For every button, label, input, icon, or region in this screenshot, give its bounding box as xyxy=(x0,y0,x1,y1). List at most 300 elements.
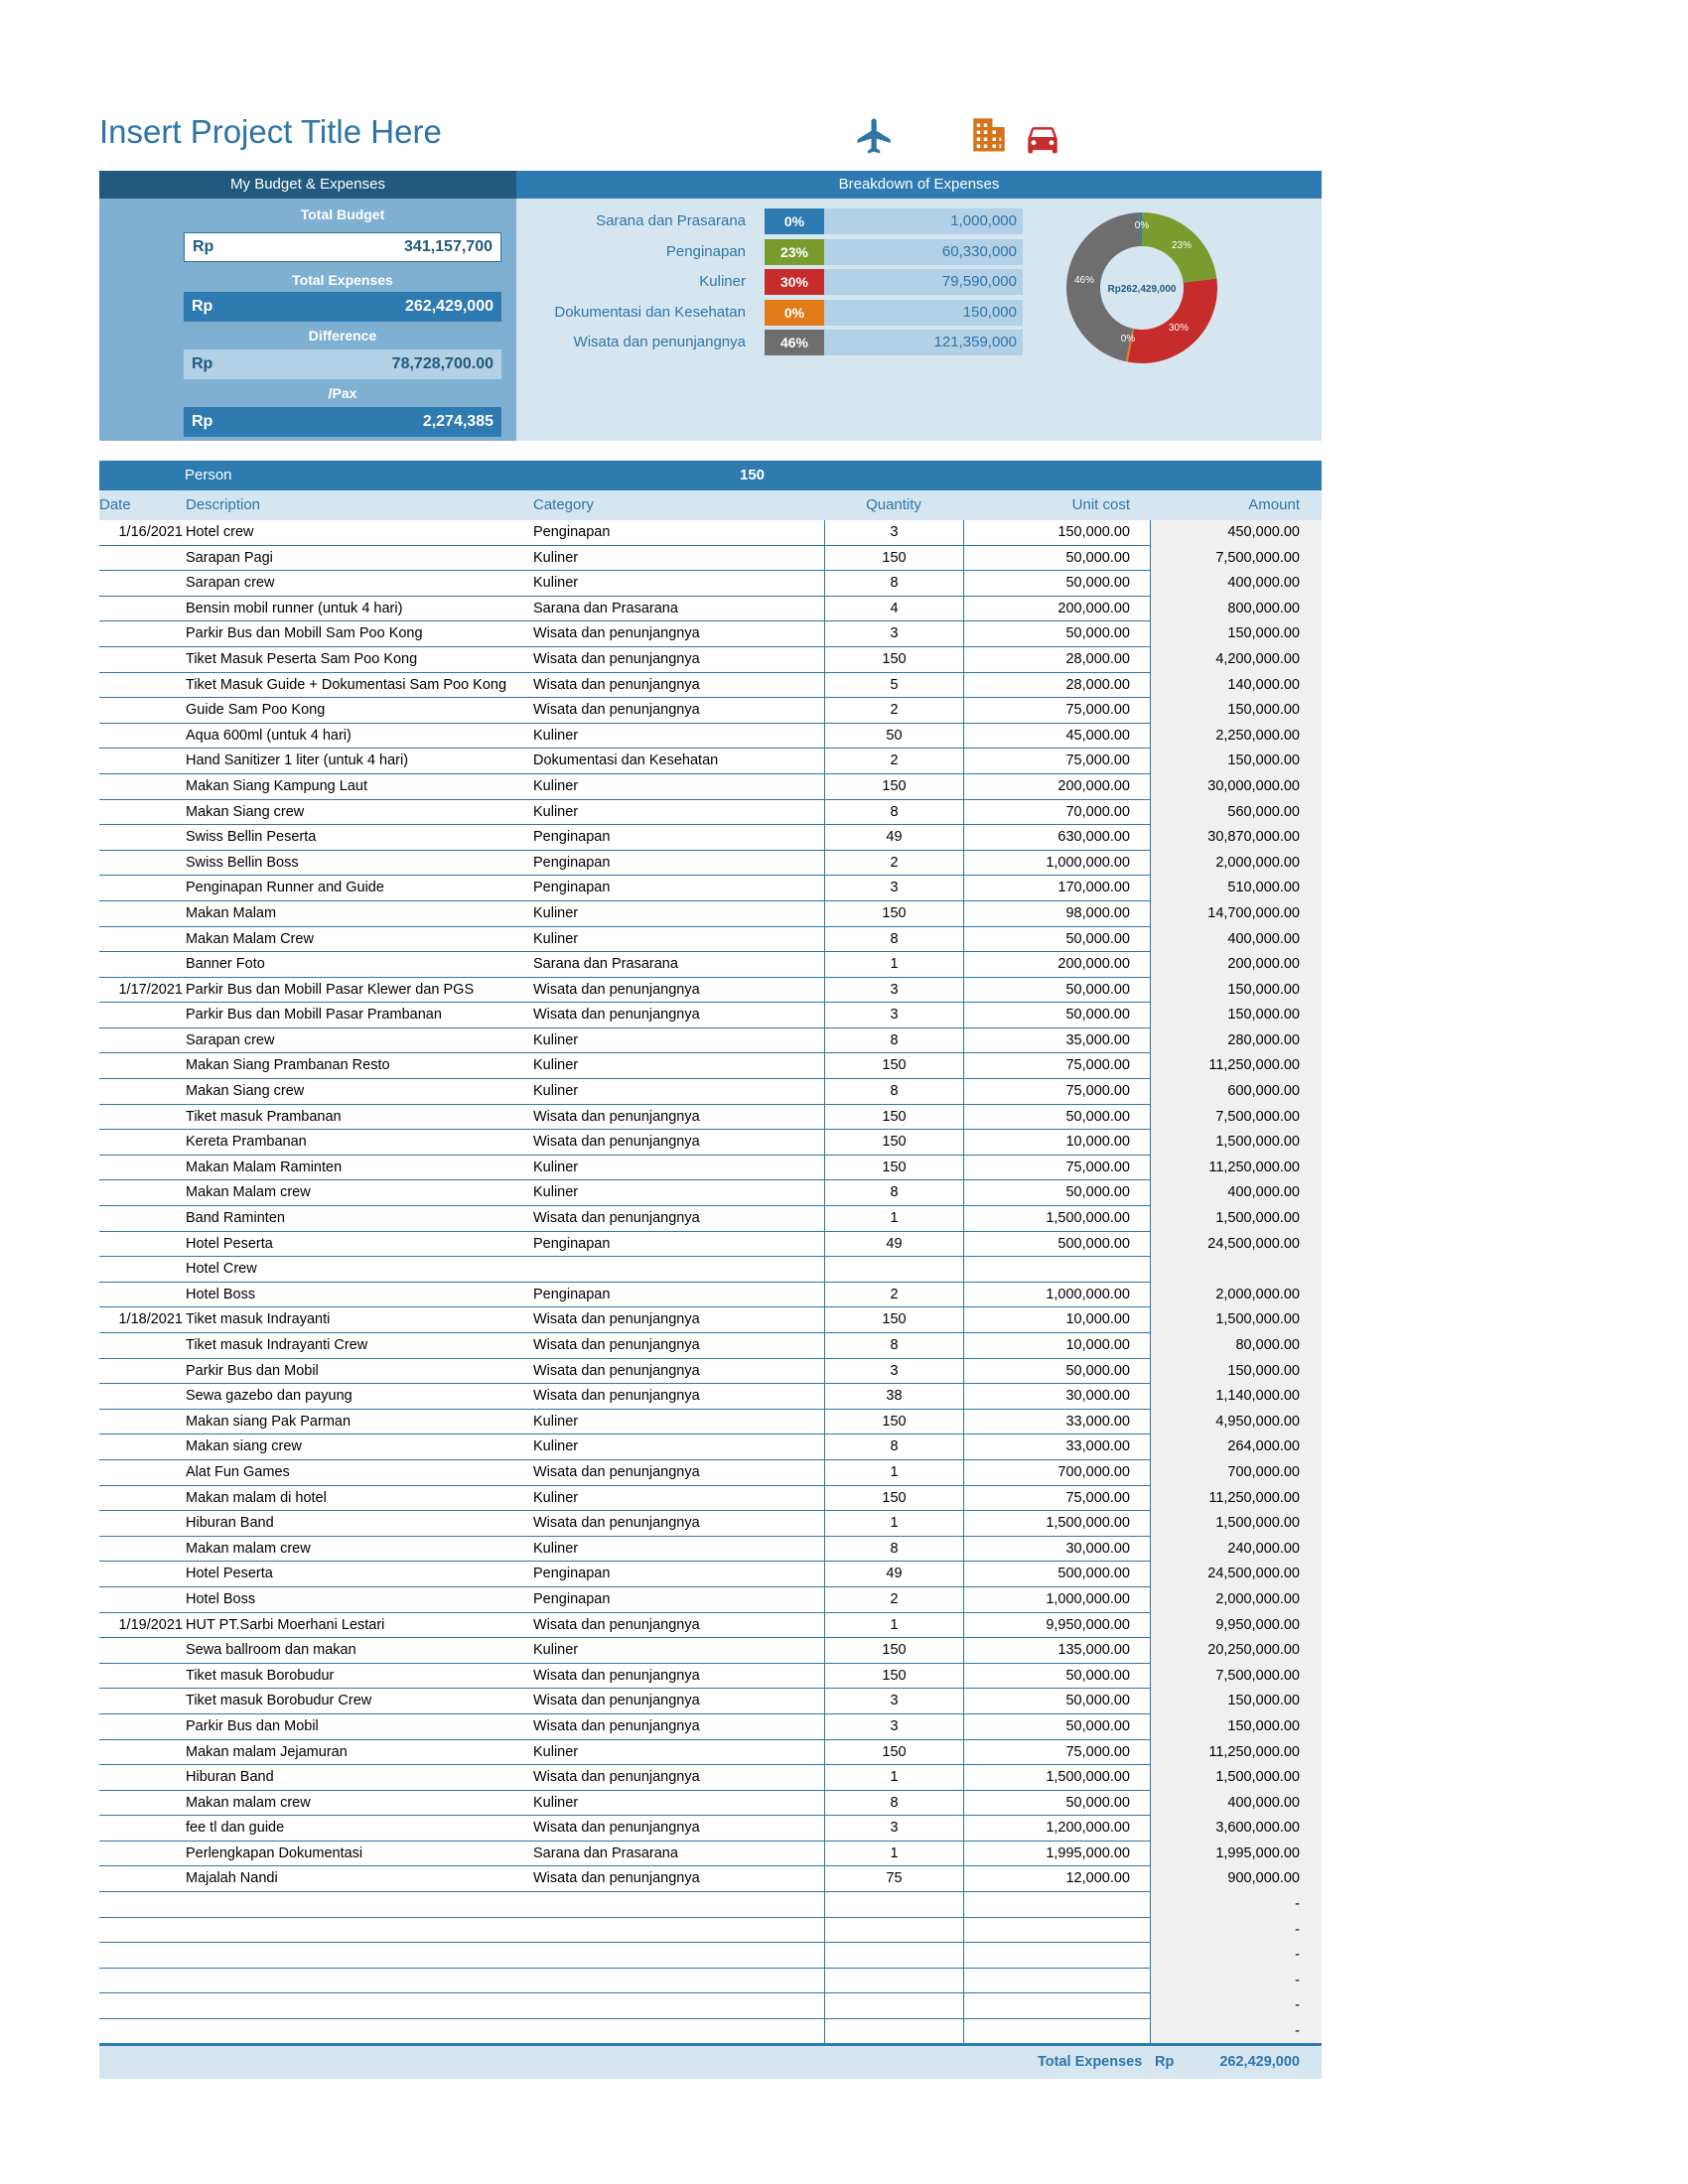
table-row[interactable] xyxy=(99,1638,1322,1664)
row-category: Wisata dan penunjangnya xyxy=(533,1311,700,1328)
row-category: Kuliner xyxy=(533,1642,579,1659)
page-title: Insert Project Title Here xyxy=(99,113,442,150)
table-row[interactable] xyxy=(99,876,1322,901)
table-row[interactable] xyxy=(99,1460,1322,1486)
table-row[interactable] xyxy=(99,1740,1322,1766)
table-row[interactable] xyxy=(99,901,1322,927)
breakdown-percent: 30% xyxy=(765,269,824,295)
table-row[interactable] xyxy=(99,1105,1322,1131)
row-unit-cost: 50,000.00 xyxy=(963,1105,1150,1131)
row-category: Wisata dan penunjangnya xyxy=(533,1616,700,1633)
row-unit-cost: 75,000.00 xyxy=(963,1079,1150,1105)
row-quantity xyxy=(824,1892,963,1918)
row-quantity: 150 xyxy=(824,546,963,572)
row-quantity: 8 xyxy=(824,927,963,953)
table-row[interactable] xyxy=(99,1486,1322,1512)
row-category: Penginapan xyxy=(533,524,611,540)
row-unit-cost: 70,000.00 xyxy=(963,800,1150,826)
row-amount: 200,000.00 xyxy=(1150,952,1322,978)
pax-value: 2,274,385 xyxy=(422,413,493,430)
row-description: Hotel Crew xyxy=(186,1261,257,1278)
row-quantity xyxy=(824,1918,963,1944)
budget-summary-panel xyxy=(99,171,516,441)
breakdown-category: Wisata dan penunjangnya xyxy=(573,334,746,350)
difference-field xyxy=(184,349,501,379)
col-amount: Amount xyxy=(1248,496,1300,513)
table-row[interactable] xyxy=(99,1130,1322,1156)
row-amount: 30,000,000.00 xyxy=(1150,774,1322,800)
row-unit-cost: 30,000.00 xyxy=(963,1384,1150,1410)
table-row[interactable] xyxy=(99,1714,1322,1740)
row-amount: 11,250,000.00 xyxy=(1150,1486,1322,1512)
row-unit-cost: 50,000.00 xyxy=(963,1791,1150,1817)
table-row[interactable] xyxy=(99,647,1322,673)
row-unit-cost: 12,000.00 xyxy=(963,1866,1150,1892)
row-category: Sarana dan Prasarana xyxy=(533,956,678,973)
row-category: Kuliner xyxy=(533,777,579,794)
table-row[interactable] xyxy=(99,1993,1322,2019)
table-row[interactable] xyxy=(99,1537,1322,1563)
breakdown-header: Breakdown of Expenses xyxy=(516,171,1322,199)
currency-label: Rp xyxy=(192,355,213,372)
breakdown-value: 79,590,000 xyxy=(824,269,1023,295)
row-quantity: 3 xyxy=(824,978,963,1004)
row-amount: 510,000.00 xyxy=(1150,876,1322,901)
row-description: Swiss Bellin Boss xyxy=(186,854,299,871)
row-category: Wisata dan penunjangnya xyxy=(533,981,700,998)
row-unit-cost: 1,500,000.00 xyxy=(963,1765,1150,1791)
table-row[interactable] xyxy=(99,1816,1322,1842)
breakdown-percent: 0% xyxy=(765,208,824,234)
row-unit-cost: 75,000.00 xyxy=(963,1156,1150,1181)
row-unit-cost: 1,000,000.00 xyxy=(963,851,1150,877)
table-row[interactable] xyxy=(99,1384,1322,1410)
row-category: Wisata dan penunjangnya xyxy=(533,1108,700,1125)
row-category: Wisata dan penunjangnya xyxy=(533,1210,700,1227)
row-amount: 4,950,000.00 xyxy=(1150,1410,1322,1435)
donut-label-green: 23% xyxy=(1171,240,1193,251)
table-row[interactable] xyxy=(99,749,1322,774)
row-amount: - xyxy=(1150,1892,1322,1918)
row-amount: 9,950,000.00 xyxy=(1150,1613,1322,1639)
row-description: Parkir Bus dan Mobil xyxy=(186,1717,319,1734)
pax-field xyxy=(184,407,501,437)
row-description: Tiket masuk Borobudur Crew xyxy=(186,1693,372,1709)
table-row[interactable] xyxy=(99,1079,1322,1105)
row-quantity: 49 xyxy=(824,1562,963,1587)
row-category: Sarana dan Prasarana xyxy=(533,600,678,616)
row-quantity: 75 xyxy=(824,1866,963,1892)
row-unit-cost: 170,000.00 xyxy=(963,876,1150,901)
row-description: Makan siang crew xyxy=(186,1438,302,1455)
row-description: Aqua 600ml (untuk 4 hari) xyxy=(186,727,352,744)
row-quantity: 1 xyxy=(824,1613,963,1639)
row-quantity: 3 xyxy=(824,520,963,546)
row-amount: 11,250,000.00 xyxy=(1150,1053,1322,1079)
row-unit-cost: 50,000.00 xyxy=(963,978,1150,1004)
row-description: HUT PT.Sarbi Moerhani Lestari xyxy=(186,1616,385,1633)
table-row[interactable] xyxy=(99,1206,1322,1232)
table-row[interactable] xyxy=(99,1842,1322,1867)
row-category: Wisata dan penunjangnya xyxy=(533,1693,700,1709)
table-row[interactable] xyxy=(99,621,1322,647)
row-quantity: 3 xyxy=(824,1816,963,1842)
breakdown-category: Sarana dan Prasarana xyxy=(596,212,746,229)
table-row[interactable] xyxy=(99,2019,1322,2045)
row-unit-cost: 630,000.00 xyxy=(963,825,1150,851)
pax-label: /Pax xyxy=(328,385,357,401)
row-quantity: 3 xyxy=(824,621,963,647)
row-amount: 150,000.00 xyxy=(1150,749,1322,774)
row-description: Alat Fun Games xyxy=(186,1463,290,1480)
row-category: Penginapan xyxy=(533,829,611,846)
table-row[interactable] xyxy=(99,1943,1322,1969)
row-description: Hand Sanitizer 1 liter (untuk 4 hari) xyxy=(186,752,409,769)
row-description: Makan malam di hotel xyxy=(186,1489,327,1506)
row-quantity: 8 xyxy=(824,800,963,826)
row-quantity: 8 xyxy=(824,571,963,597)
row-description: Sarapan crew xyxy=(186,1031,275,1048)
row-unit-cost xyxy=(963,1892,1150,1918)
table-row[interactable] xyxy=(99,774,1322,800)
budget-summary-header: My Budget & Expenses xyxy=(99,171,516,199)
row-description: Hotel Peserta xyxy=(186,1566,273,1582)
row-amount: 1,500,000.00 xyxy=(1150,1765,1322,1791)
row-description: fee tl dan guide xyxy=(186,1820,285,1837)
row-category: Wisata dan penunjangnya xyxy=(533,1362,700,1379)
table-row[interactable] xyxy=(99,978,1322,1004)
row-unit-cost: 200,000.00 xyxy=(963,597,1150,622)
row-amount: 2,000,000.00 xyxy=(1150,1587,1322,1613)
row-category: Wisata dan penunjangnya xyxy=(533,650,700,667)
row-category: Kuliner xyxy=(533,1743,579,1760)
row-unit-cost xyxy=(963,1943,1150,1969)
row-amount: - xyxy=(1150,1943,1322,1969)
table-row[interactable] xyxy=(99,571,1322,597)
person-bar xyxy=(99,461,1322,490)
table-row[interactable] xyxy=(99,1156,1322,1181)
row-unit-cost: 1,995,000.00 xyxy=(963,1842,1150,1867)
row-quantity: 8 xyxy=(824,1791,963,1817)
row-unit-cost: 30,000.00 xyxy=(963,1537,1150,1563)
row-unit-cost: 28,000.00 xyxy=(963,647,1150,673)
row-quantity: 150 xyxy=(824,1130,963,1156)
row-quantity: 150 xyxy=(824,774,963,800)
total-expenses-footer xyxy=(99,2043,1322,2079)
difference-value: 78,728,700.00 xyxy=(391,355,493,372)
row-quantity: 150 xyxy=(824,1740,963,1766)
row-unit-cost xyxy=(963,1257,1150,1283)
row-amount: 24,500,000.00 xyxy=(1150,1232,1322,1258)
building-icon xyxy=(968,113,1010,155)
row-unit-cost xyxy=(963,2019,1150,2045)
row-unit-cost: 50,000.00 xyxy=(963,621,1150,647)
row-quantity: 49 xyxy=(824,825,963,851)
row-description: Hotel Peserta xyxy=(186,1235,273,1252)
row-description: Sarapan Pagi xyxy=(186,549,273,566)
row-unit-cost: 1,200,000.00 xyxy=(963,1816,1150,1842)
row-amount: 150,000.00 xyxy=(1150,1003,1322,1028)
row-unit-cost: 75,000.00 xyxy=(963,1740,1150,1766)
table-row[interactable] xyxy=(99,673,1322,699)
row-amount: 400,000.00 xyxy=(1150,927,1322,953)
row-description: Banner Foto xyxy=(186,956,265,973)
row-description: Sewa ballroom dan makan xyxy=(186,1642,356,1659)
table-row[interactable] xyxy=(99,698,1322,724)
table-row[interactable] xyxy=(99,1434,1322,1460)
row-date: 1/18/2021 xyxy=(118,1311,183,1328)
row-amount: 400,000.00 xyxy=(1150,571,1322,597)
row-unit-cost: 200,000.00 xyxy=(963,774,1150,800)
row-quantity: 150 xyxy=(824,647,963,673)
row-amount: 560,000.00 xyxy=(1150,800,1322,826)
row-description: Hotel Boss xyxy=(186,1286,256,1302)
row-description: Penginapan Runner and Guide xyxy=(186,880,384,896)
table-row[interactable] xyxy=(99,800,1322,826)
row-amount: 1,500,000.00 xyxy=(1150,1511,1322,1537)
table-row[interactable] xyxy=(99,1918,1322,1944)
row-amount: 14,700,000.00 xyxy=(1150,901,1322,927)
row-amount: 150,000.00 xyxy=(1150,1714,1322,1740)
row-unit-cost: 28,000.00 xyxy=(963,673,1150,699)
donut-label-bottom: 0% xyxy=(1120,334,1136,344)
table-row[interactable] xyxy=(99,724,1322,750)
table-row[interactable] xyxy=(99,825,1322,851)
table-row[interactable] xyxy=(99,1283,1322,1308)
currency-label: Rp xyxy=(192,413,213,430)
row-description: Hiburan Band xyxy=(186,1515,274,1532)
row-category: Kuliner xyxy=(533,1184,579,1201)
row-quantity: 2 xyxy=(824,749,963,774)
col-category: Category xyxy=(533,496,594,513)
table-row[interactable] xyxy=(99,1866,1322,1892)
row-quantity: 2 xyxy=(824,851,963,877)
table-row[interactable] xyxy=(99,1180,1322,1206)
expenses-table xyxy=(99,520,1322,2045)
table-row[interactable] xyxy=(99,520,1322,546)
col-unit-cost: Unit cost xyxy=(1071,496,1130,513)
row-quantity xyxy=(824,1969,963,1994)
row-quantity: 38 xyxy=(824,1384,963,1410)
row-category: Wisata dan penunjangnya xyxy=(533,1134,700,1151)
row-description: Hiburan Band xyxy=(186,1769,274,1786)
row-quantity: 150 xyxy=(824,1410,963,1435)
row-amount: 11,250,000.00 xyxy=(1150,1740,1322,1766)
row-quantity xyxy=(824,1943,963,1969)
row-description: Hotel crew xyxy=(186,524,254,540)
row-unit-cost: 75,000.00 xyxy=(963,1486,1150,1512)
row-description: Band Raminten xyxy=(186,1210,285,1227)
row-quantity: 150 xyxy=(824,1664,963,1690)
row-unit-cost: 10,000.00 xyxy=(963,1130,1150,1156)
row-category: Wisata dan penunjangnya xyxy=(533,1515,700,1532)
row-category: Kuliner xyxy=(533,727,579,744)
row-category: Kuliner xyxy=(533,1413,579,1430)
total-budget-value: 341,157,700 xyxy=(404,238,492,255)
total-budget-field[interactable] xyxy=(184,232,501,262)
row-description: Majalah Nandi xyxy=(186,1870,278,1887)
table-row[interactable] xyxy=(99,1307,1322,1333)
car-icon xyxy=(1023,119,1062,155)
row-unit-cost: 35,000.00 xyxy=(963,1028,1150,1054)
row-description: Makan Malam Raminten xyxy=(186,1159,343,1175)
table-row[interactable] xyxy=(99,1257,1322,1283)
expenses-donut-chart xyxy=(1062,208,1221,367)
row-quantity: 8 xyxy=(824,1434,963,1460)
row-category: Wisata dan penunjangnya xyxy=(533,1820,700,1837)
table-row[interactable] xyxy=(99,1664,1322,1690)
row-quantity: 3 xyxy=(824,1359,963,1385)
row-category: Kuliner xyxy=(533,1031,579,1048)
row-description: Makan Malam Crew xyxy=(186,930,314,947)
row-description: Makan Malam xyxy=(186,904,277,921)
row-quantity: 1 xyxy=(824,1765,963,1791)
row-description: Swiss Bellin Peserta xyxy=(186,829,317,846)
row-category: Wisata dan penunjangnya xyxy=(533,1870,700,1887)
table-row[interactable] xyxy=(99,1003,1322,1028)
row-amount: 4,200,000.00 xyxy=(1150,647,1322,673)
table-row[interactable] xyxy=(99,546,1322,572)
row-quantity: 150 xyxy=(824,1638,963,1664)
row-unit-cost: 75,000.00 xyxy=(963,698,1150,724)
table-row[interactable] xyxy=(99,952,1322,978)
row-description: Hotel Boss xyxy=(186,1590,256,1607)
row-amount: 1,500,000.00 xyxy=(1150,1130,1322,1156)
row-unit-cost: 75,000.00 xyxy=(963,1053,1150,1079)
table-row[interactable] xyxy=(99,1028,1322,1054)
row-amount: 2,000,000.00 xyxy=(1150,851,1322,877)
row-unit-cost: 500,000.00 xyxy=(963,1232,1150,1258)
row-unit-cost: 200,000.00 xyxy=(963,952,1150,978)
row-description: Makan malam Jejamuran xyxy=(186,1743,348,1760)
row-unit-cost: 150,000.00 xyxy=(963,520,1150,546)
row-date: 1/16/2021 xyxy=(118,524,183,540)
row-amount xyxy=(1150,1257,1322,1283)
row-category: Kuliner xyxy=(533,1083,579,1100)
donut-label-top: 0% xyxy=(1134,220,1150,231)
currency-label: Rp xyxy=(193,238,214,255)
person-value[interactable]: 150 xyxy=(740,467,766,483)
row-description: Makan malam crew xyxy=(186,1794,311,1811)
table-header xyxy=(99,490,1322,520)
table-row[interactable] xyxy=(99,1587,1322,1613)
row-description: Guide Sam Poo Kong xyxy=(186,702,326,719)
row-unit-cost: 33,000.00 xyxy=(963,1410,1150,1435)
row-category: Penginapan xyxy=(533,1286,611,1302)
row-category: Kuliner xyxy=(533,549,579,566)
row-amount: 150,000.00 xyxy=(1150,978,1322,1004)
donut-label-red: 30% xyxy=(1168,323,1190,334)
row-description: Parkir Bus dan Mobill Pasar Prambanan xyxy=(186,1007,442,1024)
breakdown-category: Dokumentasi dan Kesehatan xyxy=(554,303,746,321)
row-quantity: 3 xyxy=(824,1689,963,1714)
row-category: Sarana dan Prasarana xyxy=(533,1844,678,1861)
table-row[interactable] xyxy=(99,1765,1322,1791)
footer-value: 262,429,000 xyxy=(1219,2054,1300,2070)
row-quantity: 2 xyxy=(824,1283,963,1308)
table-row[interactable] xyxy=(99,1410,1322,1435)
row-description: Tiket Masuk Guide + Dokumentasi Sam Poo Kong xyxy=(186,676,507,693)
row-category: Wisata dan penunjangnya xyxy=(533,1388,700,1405)
row-amount: 264,000.00 xyxy=(1150,1434,1322,1460)
row-category: Kuliner xyxy=(533,1057,579,1074)
row-unit-cost: 50,000.00 xyxy=(963,1180,1150,1206)
row-amount: - xyxy=(1150,1993,1322,2019)
row-amount: - xyxy=(1150,1918,1322,1944)
table-row[interactable] xyxy=(99,1359,1322,1385)
total-expenses-label: Total Expenses xyxy=(292,272,393,288)
row-category: Penginapan xyxy=(533,854,611,871)
table-row[interactable] xyxy=(99,851,1322,877)
row-category: Dokumentasi dan Kesehatan xyxy=(533,752,719,769)
row-date: 1/17/2021 xyxy=(118,981,183,998)
total-expenses-value: 262,429,000 xyxy=(405,298,493,315)
row-category: Kuliner xyxy=(533,1540,579,1557)
row-quantity: 1 xyxy=(824,952,963,978)
table-row[interactable] xyxy=(99,1791,1322,1817)
row-quantity: 8 xyxy=(824,1537,963,1563)
row-amount: 2,250,000.00 xyxy=(1150,724,1322,750)
person-label: Person xyxy=(185,467,232,483)
row-unit-cost: 75,000.00 xyxy=(963,749,1150,774)
table-row[interactable] xyxy=(99,1689,1322,1714)
row-category: Wisata dan penunjangnya xyxy=(533,1667,700,1684)
row-amount: 7,500,000.00 xyxy=(1150,1105,1322,1131)
table-row[interactable] xyxy=(99,1562,1322,1587)
row-amount: 1,140,000.00 xyxy=(1150,1384,1322,1410)
row-quantity: 3 xyxy=(824,876,963,901)
row-category: Wisata dan penunjangnya xyxy=(533,1007,700,1024)
table-row[interactable] xyxy=(99,597,1322,622)
currency-label: Rp xyxy=(192,298,213,315)
row-amount: 700,000.00 xyxy=(1150,1460,1322,1486)
table-row[interactable] xyxy=(99,1053,1322,1079)
row-category: Wisata dan penunjangnya xyxy=(533,625,700,642)
table-row[interactable] xyxy=(99,1892,1322,1918)
row-amount: 7,500,000.00 xyxy=(1150,546,1322,572)
footer-label: Total Expenses xyxy=(1038,2054,1143,2070)
row-category: Wisata dan penunjangnya xyxy=(533,676,700,693)
table-row[interactable] xyxy=(99,1333,1322,1359)
row-category: Kuliner xyxy=(533,803,579,820)
table-row[interactable] xyxy=(99,1969,1322,1994)
row-unit-cost xyxy=(963,1969,1150,1994)
row-quantity: 5 xyxy=(824,673,963,699)
row-amount: 3,600,000.00 xyxy=(1150,1816,1322,1842)
table-row[interactable] xyxy=(99,927,1322,953)
row-category: Penginapan xyxy=(533,880,611,896)
row-unit-cost: 1,500,000.00 xyxy=(963,1206,1150,1232)
row-quantity: 150 xyxy=(824,1307,963,1333)
table-row[interactable] xyxy=(99,1232,1322,1258)
row-quantity: 1 xyxy=(824,1460,963,1486)
table-row[interactable] xyxy=(99,1511,1322,1537)
breakdown-percent: 0% xyxy=(765,300,824,326)
row-quantity xyxy=(824,1993,963,2019)
row-unit-cost: 50,000.00 xyxy=(963,1664,1150,1690)
row-amount: 11,250,000.00 xyxy=(1150,1156,1322,1181)
row-amount: 30,870,000.00 xyxy=(1150,825,1322,851)
row-category: Wisata dan penunjangnya xyxy=(533,702,700,719)
table-row[interactable] xyxy=(99,1613,1322,1639)
row-unit-cost: 45,000.00 xyxy=(963,724,1150,750)
breakdown-percent: 23% xyxy=(765,239,824,265)
row-unit-cost: 50,000.00 xyxy=(963,571,1150,597)
row-description: Makan malam crew xyxy=(186,1540,311,1557)
row-unit-cost: 50,000.00 xyxy=(963,1359,1150,1385)
col-quantity: Quantity xyxy=(866,496,921,513)
row-description: Tiket masuk Borobudur xyxy=(186,1667,335,1684)
